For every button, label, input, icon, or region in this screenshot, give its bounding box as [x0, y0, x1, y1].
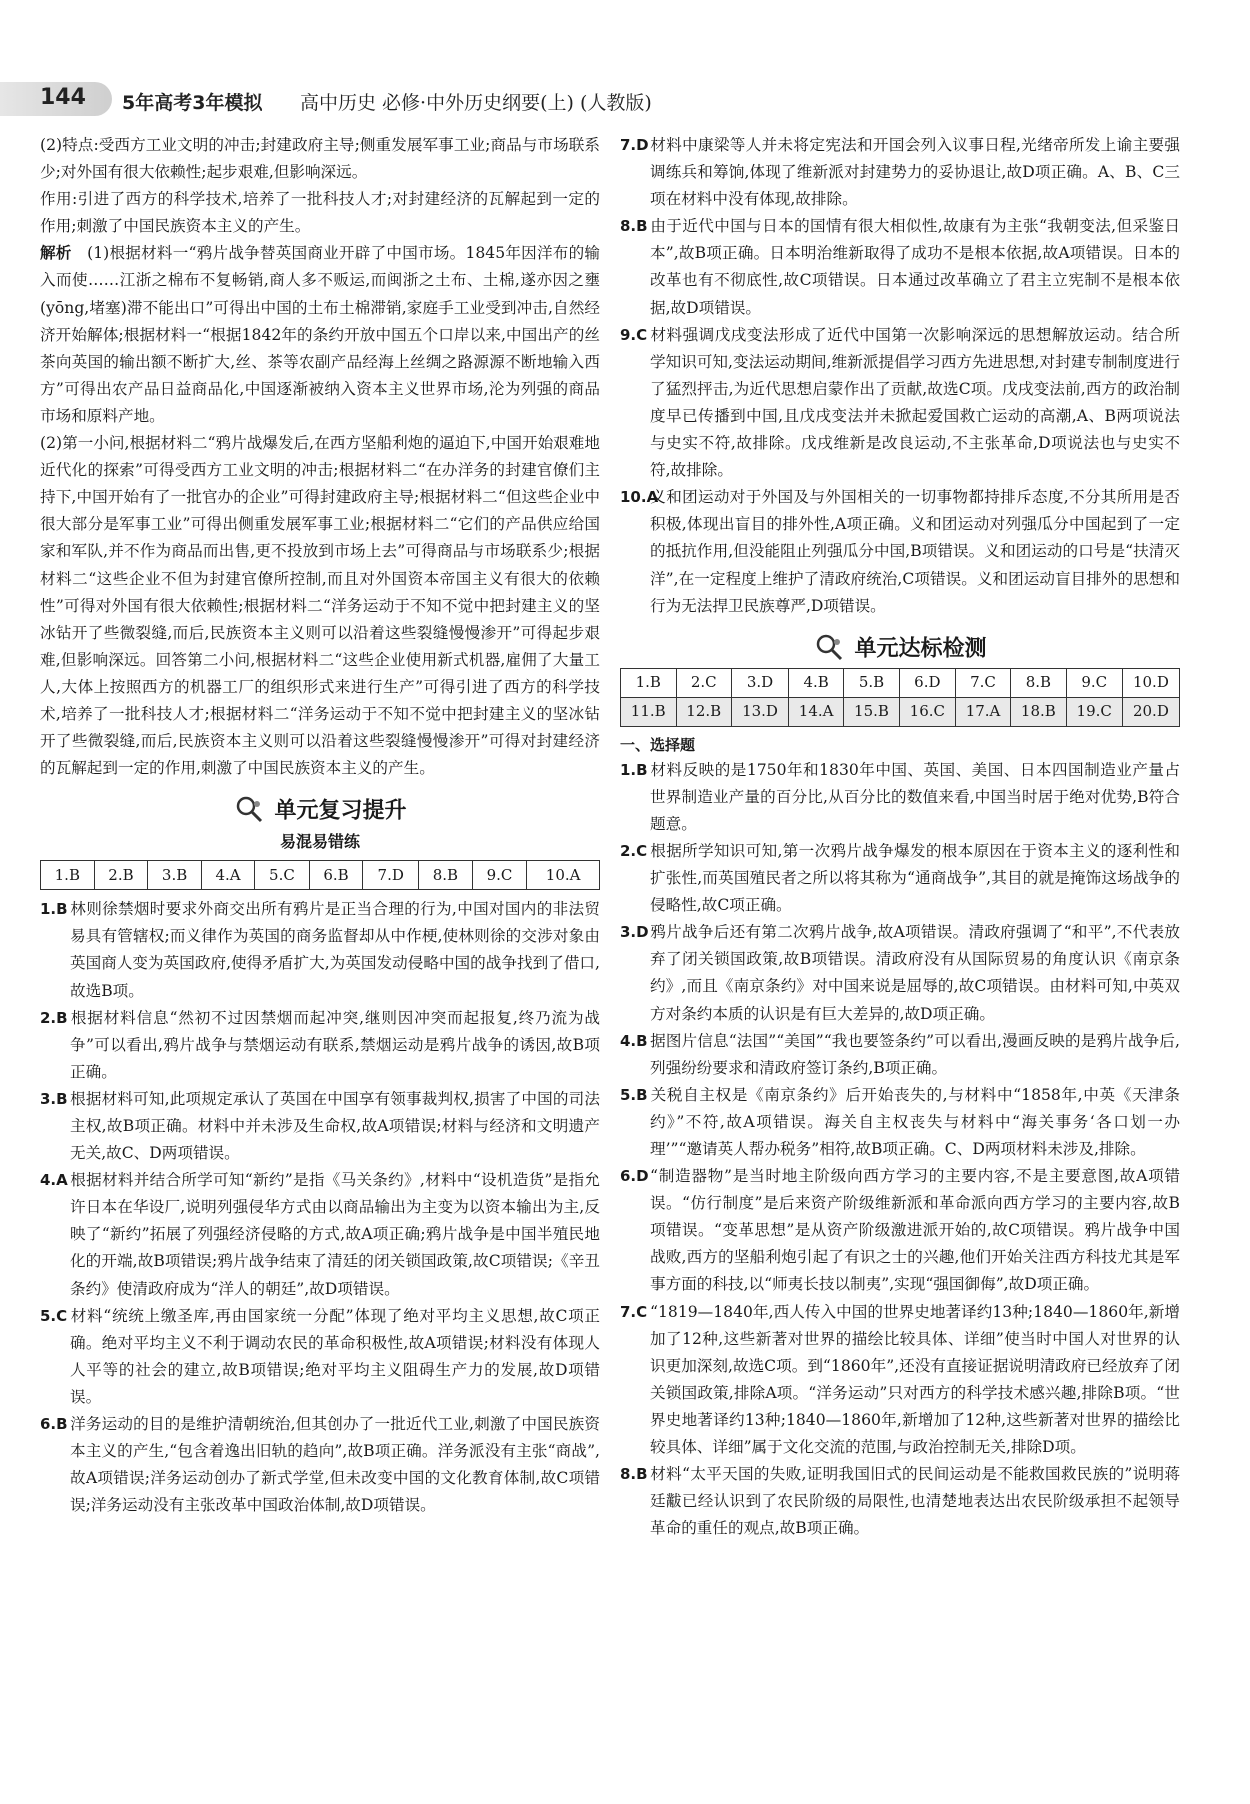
item-number: 6.B	[40, 1415, 68, 1434]
explanation-item	[40, 1086, 600, 1167]
answer-cell: 3.D	[732, 668, 789, 697]
section-heading	[620, 628, 1180, 664]
analysis-paragraph-2: (2)第一小问,根据材料二“鸦片战爆发后,在西方坚船利炮的逼迫下,中国开始艰难地近代化的探索”可得受西方工业文明的冲击;根据材料二“在办洋务的封建官僚们主持下,中国开始有了一批官办的企业”可得封建政府主导;根据材料二“但这些企业中很大部分是军事工业”可得出侧重发展军事工业;根据材料二“它们的产品供应给国家和军队,并不作为商品而出售,更不投放到市场上去”可得商品与市场联系少;根据材料二“这些企业不但为封建官僚所控制,而且对外国资本帝国主义有很大的依赖性”可得对外国有很大依赖性;根据材料二“洋务运动于不知不觉中把封建主义的坚冰钻开了些微裂缝,而后,民族资本主义则可以沿着这些裂缝慢慢渗开”可得起步艰难,但影响深远。回答第二小问,根据材料二“这些企业使用新式机器,雇佣了大量工人,大体上按照西方的机器工厂的组织形式来进行生产”可得引进了西方的科学技术,培养了一批科技人才;根据材料二“洋务运动于不知不觉中把封建主义的坚冰钻开了些微裂缝,而后,民族资本主义则可以沿着这些裂缝慢慢渗开”可得对封建经济的瓦解起到一定的作用,刺激了中国民族资本主义的产生。	[40, 434, 600, 778]
answer-cell: 15.B	[844, 697, 900, 726]
item-text: 材料中康梁等人并未将定宪法和开国会列入议事日程,光绪帝所发上谕主要强调练兵和筹饷,体现了维新派对封建势力的妥协退让,故D项正确。A、B、C三项在材料中没有体现,故排除。	[650, 136, 1180, 209]
answer-cell: 5.C	[255, 861, 310, 890]
answer-cell: 16.C	[899, 697, 955, 726]
explanation-item	[620, 1299, 1180, 1462]
item-number: 4.B	[620, 1031, 648, 1050]
explanation-item	[620, 1028, 1180, 1082]
item-number: 8.B	[620, 217, 648, 236]
section-title: 单元复习提升	[274, 798, 407, 824]
item-text: 林则徐禁烟时要求外商交出所有鸦片是正当合理的行为,中国对国内的非法贸易具有管辖权;而义律作为英国的商务监督却从中作梗,使林则徐的交涉对象由英国商人变为英国政府,使得矛盾扩大,为英国发动侵略中国的战争找到了借口,故选B项。	[70, 900, 600, 1000]
item-text: 材料“太平天国的失败,证明我国旧式的民间运动是不能救国救民族的”说明蒋廷黻已经认识到了农民阶级的局限性,也清楚地表达出农民阶级承担不起领导革命的重任的观点,故B项正确。	[650, 1465, 1180, 1538]
item-text: 鸦片战争后还有第二次鸦片战争,故A项错误。清政府强调了“和平”,不代表放弃了闭关锁国政策,故B项错误。清政府没有从国际贸易的角度认识《南京条约》,而且《南京条约》对中国来说是屈辱的,故C项错误。由材料可知,中英双方对条约本质的认识是有巨大差异的,故D项正确。	[650, 923, 1180, 1023]
answer-cell: 2.C	[676, 668, 732, 697]
magnifier-icon	[234, 794, 264, 824]
explanation-item	[40, 1303, 600, 1411]
explanation-item	[620, 1461, 1180, 1542]
item-text: 由于近代中国与日本的国情有很大相似性,故康有为主张“我朝变法,但采鉴日本”,故B项正确。日本明治维新取得了成功不是根本依据,故A项错误。日本的改革也有不彻底性,故C项错误。日本通过改革确立了君主立宪制不是根本依据,故D项错误。	[650, 217, 1180, 317]
answer-cell: 10.D	[1122, 668, 1179, 697]
item-number: 1.B	[620, 760, 648, 779]
item-text: 洋务运动的目的是维护清朝统治,但其创办了一批近代工业,刺激了中国民族资本主义的产生,“包含着逸出旧轨的趋向”,故B项正确。洋务派没有主张“商战”,故A项错误;洋务运动创办了新式学堂,但未改变中国的文化教育体制,故C项错误;洋务运动没有主张改革中国政治体制,故D项错误。	[70, 1415, 600, 1515]
explanation-item	[620, 838, 1180, 919]
answer-part2-effects: 作用:引进了西方的科学技术,培养了一批科技人才;对封建经济的瓦解起到一定的作用;刺激了中国民族资本主义的产生。	[40, 190, 600, 236]
page-number: 144	[40, 85, 86, 110]
item-text: “1819—1840年,西人传入中国的世界史地著译约13种;1840—1860年,新增加了12种,这些新著对世界的描绘比较具体、详细”使当时中国人对世界的认识更加深刻,故选C项。到“1860年”,还没有直接证据说明清政府已经放弃了闭关锁国政策,排除A项。“洋务运动”只对西方的科学技术感兴趣,排除B项。“世界史地著译约13种;1840—1860年,新增加了12种,这些新著对世界的描绘比较具体、详细”属于文化交流的范围,与政治控制无关,排除D项。	[650, 1302, 1180, 1457]
magnifier-icon	[814, 632, 844, 662]
answer-cell: 3.B	[148, 861, 202, 890]
answer-cell: 19.C	[1066, 697, 1122, 726]
answer-cell: 7.C	[955, 668, 1010, 697]
item-text: 据图片信息“法国”“美国”“我也要签条约”可以看出,漫画反映的是鸦片战争后,列强纷纷要求和清政府签订条约,B项正确。	[650, 1031, 1180, 1077]
page-header	[0, 82, 1250, 116]
explanation-item	[40, 1005, 600, 1086]
answer-part2-features: (2)特点:受西方工业文明的冲击;封建政府主导;侧重发展军事工业;商品与市场联系少;对外国有很大依赖性;起步艰难,但影响深远。	[40, 136, 600, 182]
explanation-item	[620, 213, 1180, 321]
answer-cell: 14.A	[789, 697, 844, 726]
item-text: 材料强调戊戌变法形成了近代中国第一次影响深远的思想解放运动。结合所学知识可知,变法运动期间,维新派提倡学习西方先进思想,对封建专制制度进行了猛烈抨击,为近代思想启蒙作出了贡献,故选C项。戊戌变法前,西方的政治制度早已传播到中国,且戊戌变法并未掀起爱国救亡运动的高潮,A、B两项说法与史实不符,故排除。戊戌维新是改良运动,不主张革命,D项说法也与史实不符,故排除。	[650, 325, 1180, 480]
answer-cell: 6.B	[309, 861, 363, 890]
answer-cell: 10.A	[527, 861, 600, 890]
page-number-tab	[0, 82, 112, 116]
answer-cell: 2.B	[94, 861, 148, 890]
book-title: 5年高考3年模拟	[122, 92, 263, 114]
answer-cell: 11.B	[621, 697, 677, 726]
right-column	[620, 132, 1180, 1542]
answer-cell: 17.A	[955, 697, 1010, 726]
item-number: 4.A	[40, 1171, 68, 1190]
item-number: 10.A	[620, 488, 659, 507]
explanation-item	[620, 757, 1180, 838]
explanation-item	[620, 1163, 1180, 1298]
answer-cell: 6.D	[899, 668, 955, 697]
subsection-title: 易混易错练	[279, 832, 360, 852]
item-number: 1.B	[40, 900, 68, 919]
answer-key-table	[40, 860, 600, 890]
book-subtitle: 高中历史 必修·中外历史纲要(上) (人教版)	[300, 92, 652, 114]
item-text: 根据材料并结合所学可知“新约”是指《马关条约》,材料中“设机造货”是指允许日本在华设厂,说明列强侵华方式由以商品输出为主变为以资本输出为主,反映了“新约”拓展了列强经济侵略的方式,故A项正确;鸦片战争是中国半殖民地化的开端,故B项错误;鸦片战争结束了清廷的闭关锁国政策,故C项错误;《辛丑条约》使清政府成为“洋人的朝廷”,故D项错误。	[70, 1171, 600, 1298]
explanation-item	[620, 132, 1180, 213]
item-number: 7.C	[620, 1302, 648, 1321]
analysis-text-1: (1)根据材料一“鸦片战争替英国商业开辟了中国市场。1845年因洋布的输入而使……江浙之棉布不复畅销,商人多不贩运,而闽浙之土布、土棉,遂亦因之壅(yōng,堵塞)滞不能出口”可得出中国的土布土棉滞销,家庭手工业受到冲击,自然经济开始解体;根据材料一“根据1842年的条约开放中国五个口岸以来,中国出产的丝茶向英国的输出额不断扩大,丝、茶等农副产品经海上丝绸之路源源不断地输入西方”可得出农产品日益商品化,中国逐渐被纳入资本主义世界市场,沦为列强的商品市场和原料产地。	[40, 244, 600, 425]
item-number: 7.D	[620, 136, 649, 154]
answer-cell: 9.C	[1066, 668, 1122, 697]
item-text: “制造器物”是当时地主阶级向西方学习的主要内容,不是主要意图,故A项错误。“仿行制度”是后来资产阶级维新派和革命派向西方学习的主要内容,故B项错误。“变革思想”是从资产阶级激进派开始的,故C项错误。鸦片战争中国战败,西方的坚船利炮引起了有识之士的兴趣,他们开始关注西方科技尤其是军事方面的科技,以“师夷长技以制夷”,实现“强国御侮”,故D项正确。	[650, 1167, 1180, 1294]
item-text: 材料反映的是1750年和1830年中国、英国、美国、日本四国制造业产量占世界制造业产量的百分比,从百分比的数值来看,中国当时居于绝对优势,B符合题意。	[650, 760, 1180, 833]
item-number: 3.B	[40, 1089, 68, 1108]
item-text: 义和团运动对于外国及与外国相关的一切事物都持排斥态度,不分其所用是否积极,体现出盲目的排外性,A项正确。义和团运动对列强瓜分中国起到了一定的抵抗作用,但没能阻止列强瓜分中国,B项错误。义和团运动的口号是“扶清灭洋”,在一定程度上维护了清政府统治,C项错误。义和团运动盲目排外的思想和行为无法捍卫民族尊严,D项错误。	[650, 488, 1180, 615]
item-number: 2.C	[620, 841, 648, 860]
choice-questions-heading: 一、选择题	[620, 735, 696, 754]
answer-cell: 13.D	[732, 697, 789, 726]
explanation-item	[620, 484, 1180, 619]
item-number: 5.B	[620, 1085, 648, 1104]
explanation-item	[620, 919, 1180, 1027]
item-text: 根据材料信息“然初不过因禁烟而起冲突,继则因冲突而起报复,终乃流为战争”可以看出,鸦片战争与禁烟运动有联系,禁烟运动是鸦片战争的诱因,故B项正确。	[70, 1008, 600, 1081]
item-number: 6.D	[620, 1167, 649, 1186]
answer-cell: 7.D	[363, 861, 419, 890]
item-text: 根据材料可知,此项规定承认了英国在中国享有领事裁判权,损害了中国的司法主权,故B项正确。材料中并未涉及生命权,故A项错误;材料与经济和文明遗产无关,故C、D两项错误。	[70, 1089, 600, 1163]
item-number: 9.C	[620, 325, 648, 344]
answer-cell: 4.A	[201, 861, 254, 890]
explanation-item	[620, 322, 1180, 485]
item-number: 3.D	[620, 923, 649, 942]
explanation-item	[40, 1167, 600, 1302]
answer-cell: 20.D	[1122, 697, 1179, 726]
answer-key-table	[620, 668, 1180, 727]
explanation-item	[620, 1082, 1180, 1163]
item-number: 2.B	[40, 1008, 68, 1027]
section-heading	[40, 790, 600, 826]
item-number: 8.B	[620, 1465, 648, 1484]
answer-cell: 8.B	[419, 861, 473, 890]
item-text: 材料“统统上缴圣库,再由国家统一分配”体现了绝对平均主义思想,故C项正确。绝对平均主义不利于调动农民的革命积极性,故A项错误;材料没有体现人人平等的社会的建立,故B项错误;绝对平均主义阻碍生产力的发展,故D项错误。	[70, 1306, 600, 1406]
explanation-item	[40, 1411, 600, 1519]
item-text: 关税自主权是《南京条约》后开始丧失的,与材料中“1858年,中英《天津条约》”不符,故A项错误。海关自主权丧失与材料中“海关事务‘各口划一办理’”“邀请英人帮办税务”相符,故B项正确。C、D两项材料未涉及,排除。	[650, 1085, 1180, 1158]
answer-cell: 4.B	[789, 668, 844, 697]
answer-cell: 5.B	[844, 668, 900, 697]
answer-cell: 18.B	[1011, 697, 1067, 726]
analysis-paragraph-1	[40, 240, 600, 430]
analysis-label: 解析	[40, 244, 72, 263]
section-title: 单元达标检测	[854, 636, 987, 662]
left-column	[40, 132, 600, 1519]
answer-cell: 12.B	[676, 697, 732, 726]
explanation-item	[40, 896, 600, 1004]
answer-cell: 8.B	[1011, 668, 1067, 697]
answer-cell: 1.B	[41, 861, 95, 890]
item-text: 根据所学知识可知,第一次鸦片战争爆发的根本原因在于资本主义的逐利性和扩张性,而英国殖民者之所以将其称为“通商战争”,其目的就是掩饰这场战争的侵略性,故C项正确。	[650, 841, 1180, 915]
answer-cell: 9.C	[472, 861, 527, 890]
answer-cell: 1.B	[621, 668, 677, 697]
item-number: 5.C	[40, 1306, 68, 1325]
